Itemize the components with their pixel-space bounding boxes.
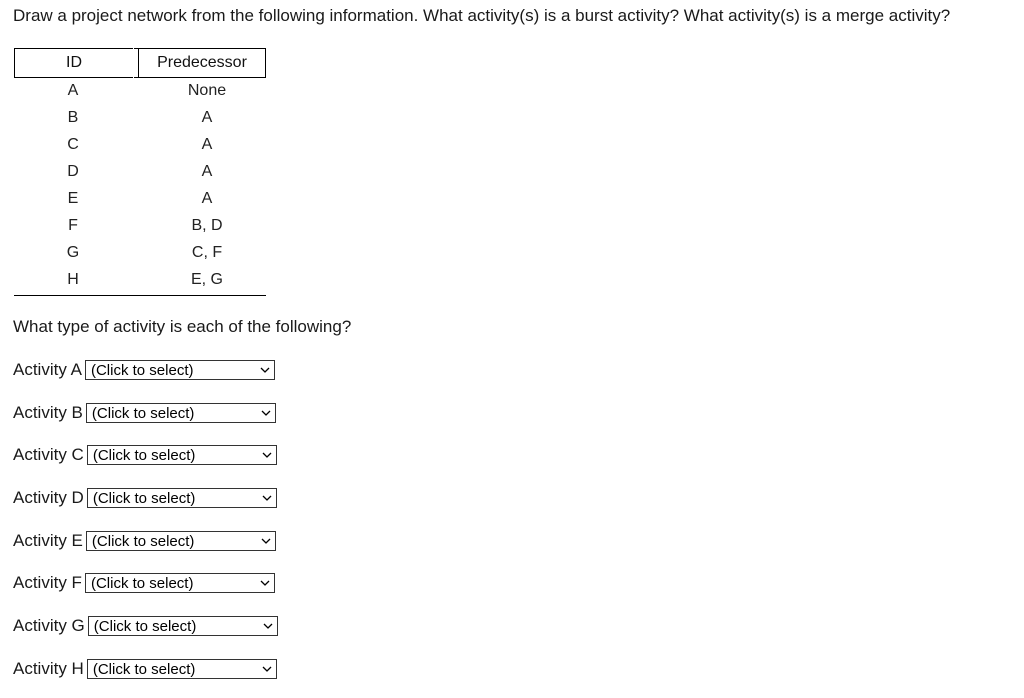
activity-a-row [13, 359, 275, 381]
activity-d-row [13, 487, 277, 509]
activity-label: Activity H [13, 659, 84, 678]
table-row [14, 267, 266, 294]
chevron-down-icon [262, 450, 272, 460]
row-id: D [67, 163, 79, 180]
chevron-down-icon [262, 664, 272, 674]
chevron-down-icon [262, 493, 272, 503]
activity-e-row [13, 530, 276, 552]
activity-label: Activity D [13, 488, 84, 507]
row-id: E [67, 190, 79, 207]
select-value: (Click to select) [92, 661, 196, 678]
row-id: C [67, 136, 79, 153]
activity-f-select[interactable] [85, 573, 275, 593]
activity-g-row [13, 615, 278, 637]
select-value: (Click to select) [92, 447, 196, 464]
chevron-down-icon [263, 621, 273, 631]
chevron-down-icon [261, 536, 271, 546]
chevron-down-icon [261, 408, 271, 418]
chevron-down-icon [260, 578, 270, 588]
row-predecessor: A [201, 190, 213, 207]
activity-label: Activity G [13, 616, 85, 635]
table-row [14, 159, 266, 186]
predecessor-table [14, 48, 266, 294]
row-id: F [68, 217, 78, 234]
activity-h-select[interactable] [87, 659, 277, 679]
activity-a-select[interactable] [85, 360, 275, 380]
row-predecessor: A [201, 109, 213, 126]
table-row [14, 240, 266, 267]
activity-b-select[interactable] [86, 403, 276, 423]
activity-label: Activity C [13, 445, 84, 464]
table-bottom-border [14, 295, 266, 296]
activity-c-select[interactable] [87, 445, 277, 465]
activity-label: Activity A [13, 360, 82, 379]
table-row [14, 132, 266, 159]
row-id: H [67, 271, 79, 288]
activity-h-row [13, 658, 277, 680]
row-predecessor: None [187, 82, 227, 99]
activity-g-select[interactable] [88, 616, 278, 636]
row-predecessor: C, F [191, 244, 223, 261]
table-header [14, 48, 266, 78]
activity-e-select[interactable] [86, 531, 276, 551]
question-text: Draw a project network from the following information. What activity(s) is a burst activity? What activity(s) is a merge activity? [13, 6, 951, 25]
row-id: A [67, 82, 79, 99]
activity-label: Activity E [13, 531, 83, 550]
select-value: (Click to select) [90, 575, 194, 592]
select-value: (Click to select) [93, 618, 197, 635]
chevron-down-icon [260, 365, 270, 375]
table-row [14, 186, 266, 213]
activity-b-row [13, 402, 276, 424]
row-id: B [67, 109, 79, 126]
activity-d-select[interactable] [87, 488, 277, 508]
row-predecessor: E, G [190, 271, 223, 288]
activity-f-row [13, 572, 275, 594]
row-predecessor: A [201, 136, 213, 153]
table-row [14, 213, 266, 240]
table-row [14, 78, 266, 105]
select-value: (Click to select) [91, 533, 195, 550]
select-value: (Click to select) [92, 490, 196, 507]
select-value: (Click to select) [91, 405, 195, 422]
row-predecessor: B, D [191, 217, 223, 234]
header-id: ID [14, 48, 133, 78]
activity-label: Activity F [13, 573, 82, 592]
activity-c-row [13, 444, 277, 466]
table-row [14, 105, 266, 132]
row-predecessor: A [201, 163, 213, 180]
select-value: (Click to select) [90, 362, 194, 379]
row-id: G [66, 244, 80, 261]
activity-label: Activity B [13, 403, 83, 422]
header-predecessor: Predecessor [138, 48, 266, 78]
subquestion-text: What type of activity is each of the following? [13, 317, 352, 336]
